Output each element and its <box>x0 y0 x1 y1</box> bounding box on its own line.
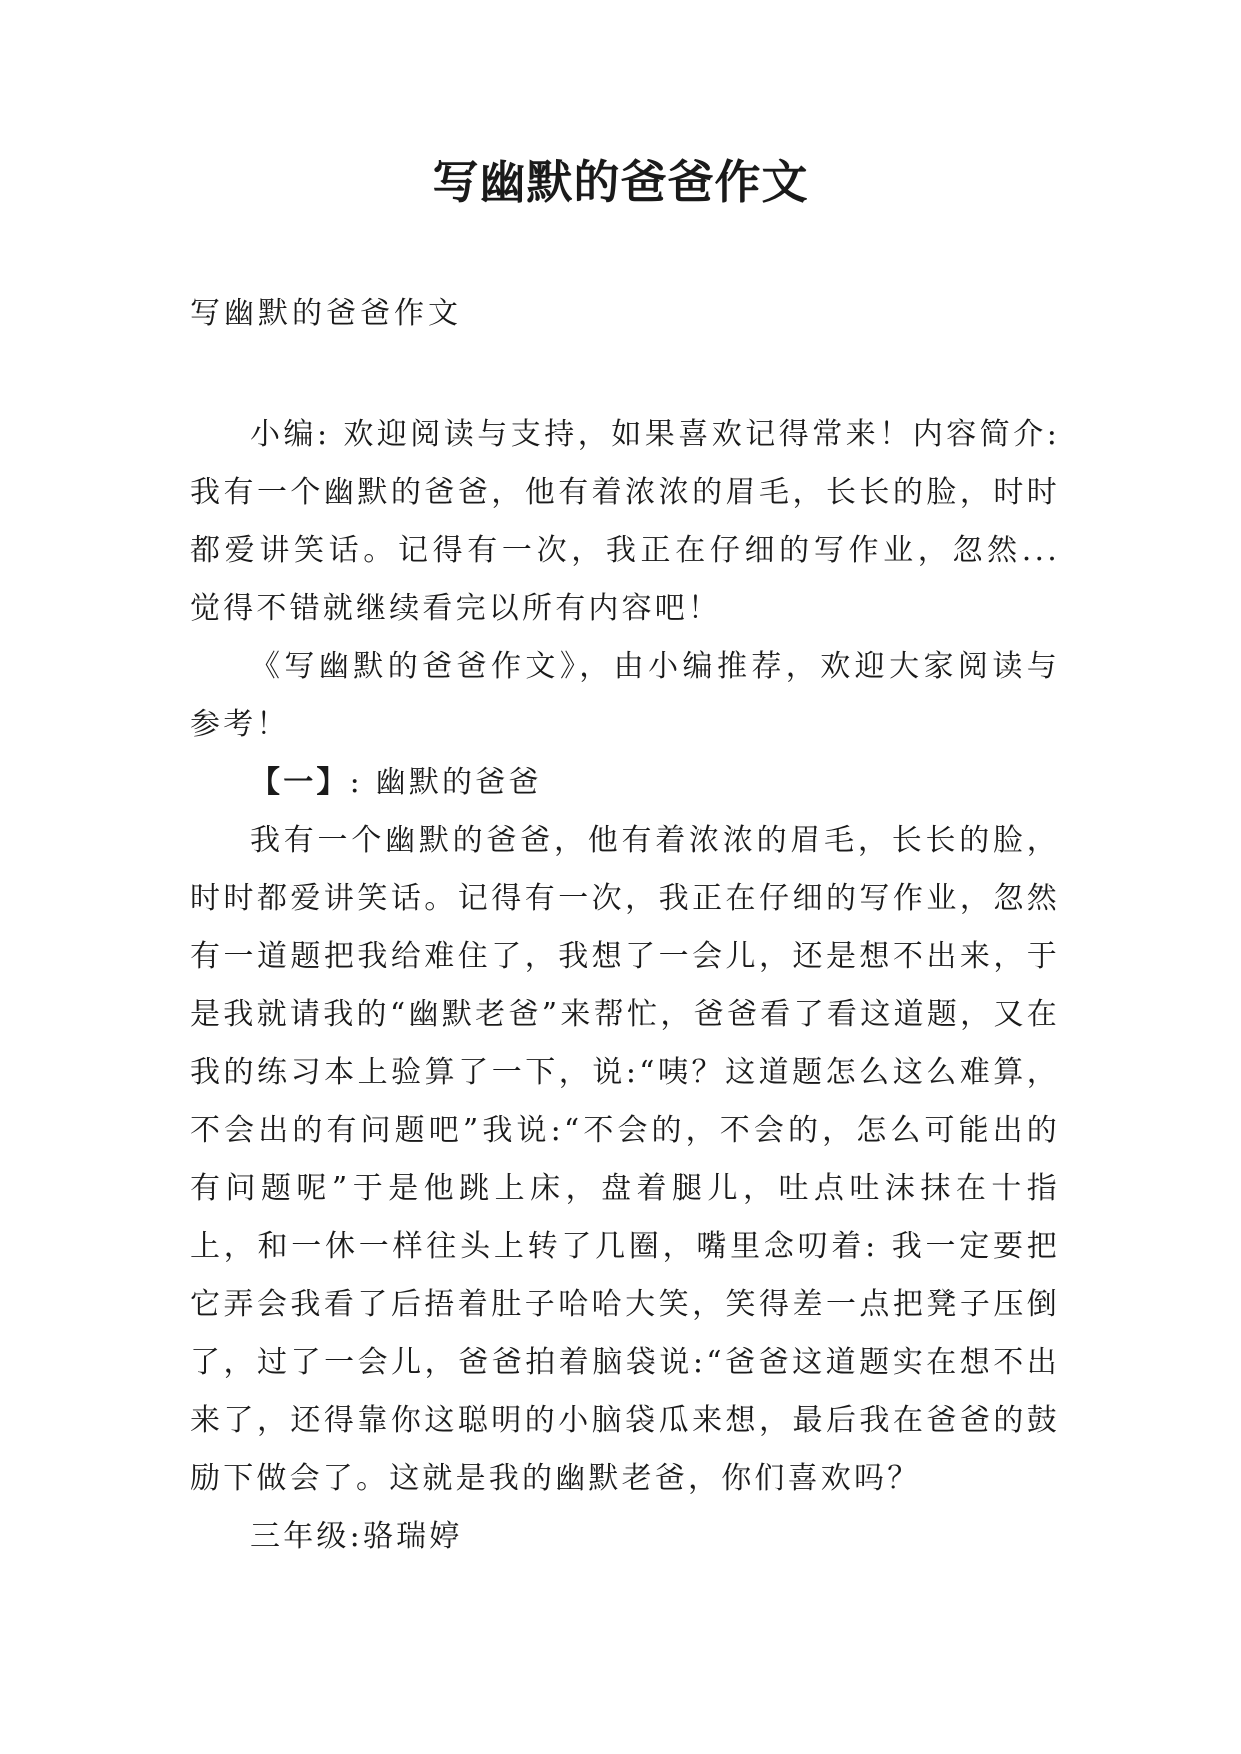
story-paragraph: 我有一个幽默的爸爸，他有着浓浓的眉毛，长长的脸，时时都爱讲笑话。记得有一次，我正在仔细的写作业，忽然有一道题把我给难住了，我想了一会儿，还是想不出来，于是我就请我的“幽默老爸”来帮忙，爸爸看了看这道题，又在我的练习本上验算了一下，说:“咦？这道题怎么这么难算，不会出的有问题吧”我说:“不会的，不会的，怎么可能出的有问题呢”于是他跳上床，盘着腿儿，吐点吐沫抹在十指上，和一休一样往头上转了几圈，嘴里念叨着: 我一定要把它弄会我看了后捂着肚子哈哈大笑，笑得差一点把凳子压倒了，过了一会儿，爸爸拍着脑袋说:“爸爸这道题实在想不出来了，还得靠你这聪明的小脑袋瓜来想，最后我在爸爸的鼓励下做会了。这就是我的幽默老爸，你们喜欢吗？ <box>190 823 1060 1496</box>
author-line: 三年级:骆瑞婷 <box>250 1519 463 1554</box>
intro-paragraph: 小编: 欢迎阅读与支持，如果喜欢记得常来！内容简介: 我有一个幽默的爸爸，他有着浓浓的眉毛，长长的脸，时时都爱讲笑话。记得有一次，我正在仔细的写作业，忽然... 觉得不错就继续看完以所有内容吧！ <box>190 417 1060 626</box>
document-subtitle: 写幽默的爸爸作文 <box>190 296 462 331</box>
recommend-paragraph: 《写幽默的爸爸作文》，由小编推荐，欢迎大家阅读与参考！ <box>190 649 1060 742</box>
section-heading <box>190 754 1060 812</box>
section-number: 【一】 <box>250 765 350 800</box>
section-title: : 幽默的爸爸 <box>349 765 542 800</box>
document-title: 写幽默的爸爸作文 <box>432 155 809 209</box>
document-body <box>190 406 1060 1566</box>
